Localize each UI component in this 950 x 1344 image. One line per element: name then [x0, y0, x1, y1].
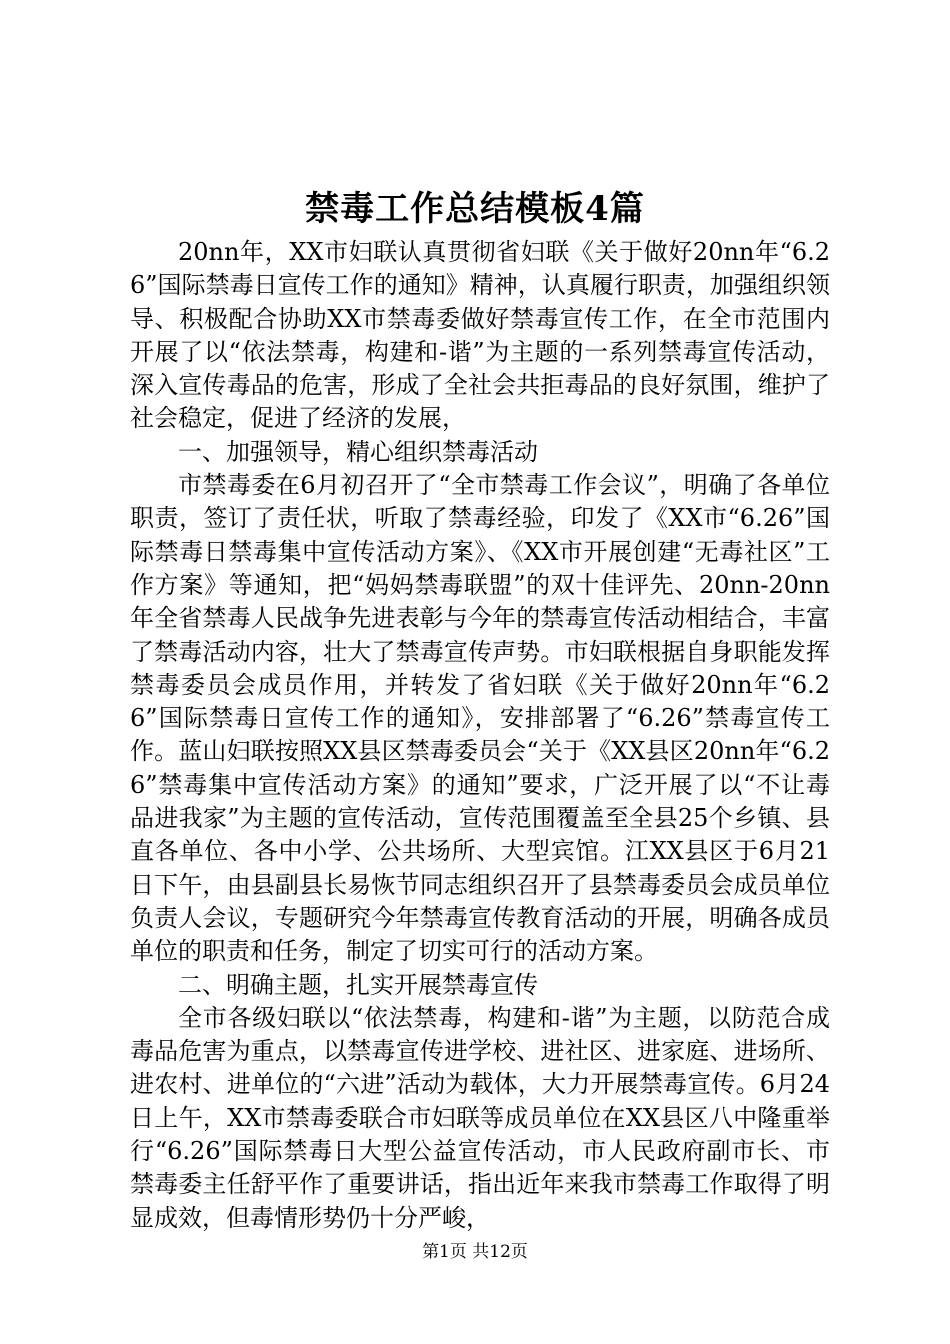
page-footer: 第1页 共12页 [422, 1242, 528, 1262]
paragraph-section-2: 全市各级妇联以“依法禁毒，构建和-谐”为主题，以防范合成毒品危害为重点，以禁毒宣传进学校、进社区、进家庭、进场所、进农村、进单位的“六进”活动为载体，大力开展禁毒宣传。6月24日上午，XX市禁毒委联合市妇联等成员单位在XX县区八中隆重举行“6.26”国际禁毒日大型公益宣传活动，市人民政府副市长、市禁毒委主任舒平作了重要讲话，指出近年来我市禁毒工作取得了明显成效，但毒情形势仍十分严峻， [130, 1003, 830, 1232]
document-body [130, 236, 830, 1235]
paragraph-intro: 20nn年，XX市妇联认真贯彻省妇联《关于做好20nn年“6.26”国际禁毒日宣传工作的通知》精神，认真履行职责，加强组织领导、积极配合协助XX市禁毒委做好禁毒宣传工作，在全市范围内开展了以“依法禁毒，构建和-谐”为主题的一系列禁毒宣传活动，深入宣传毒品的危害，形成了全社会共拒毒品的良好氛围，维护了社会稳定，促进了经济的发展， [130, 238, 830, 433]
section-heading-1: 一、加强领导，精心组织禁毒活动 [178, 437, 538, 466]
section-heading-2: 二、明确主题，扎实开展禁毒宣传 [178, 970, 538, 999]
paragraph-section-1: 市禁毒委在6月初召开了“全市禁毒工作会议”，明确了各单位职责，签订了责任状，听取了禁毒经验，印发了《XX市“6.26”国际禁毒日禁毒集中宣传活动方案》、《XX市开展创建“无毒社区”工作方案》等通知，把“妈妈禁毒联盟”的双十佳评先、20nn-20nn年全省禁毒人民战争先进表彰与今年的禁毒宣传活动相结合，丰富了禁毒活动内容，壮大了禁毒宣传声势。市妇联根据自身职能发挥禁毒委员会成员作用，并转发了省妇联《关于做好20nn年“6.26”国际禁毒日宣传工作的通知》，安排部署了“6.26”禁毒宣传工作。蓝山妇联按照XX县区禁毒委员会“关于《XX县区20nn年“6.26”禁毒集中宣传活动方案》的通知”要求，广泛开展了以“不让毒品进我家”为主题的宣传活动，宣传范围覆盖至全县25个乡镇、县直各单位、各中小学、公共场所、大型宾馆。江XX县区于6月21日下午，由县副县长易恢节同志组织召开了县禁毒委员会成员单位负责人会议，专题研究今年禁毒宣传教育活动的开展，明确各成员单位的职责和任务，制定了切实可行的活动方案。 [130, 471, 830, 966]
document-title: 禁毒工作总结模板4篇 [305, 189, 645, 229]
